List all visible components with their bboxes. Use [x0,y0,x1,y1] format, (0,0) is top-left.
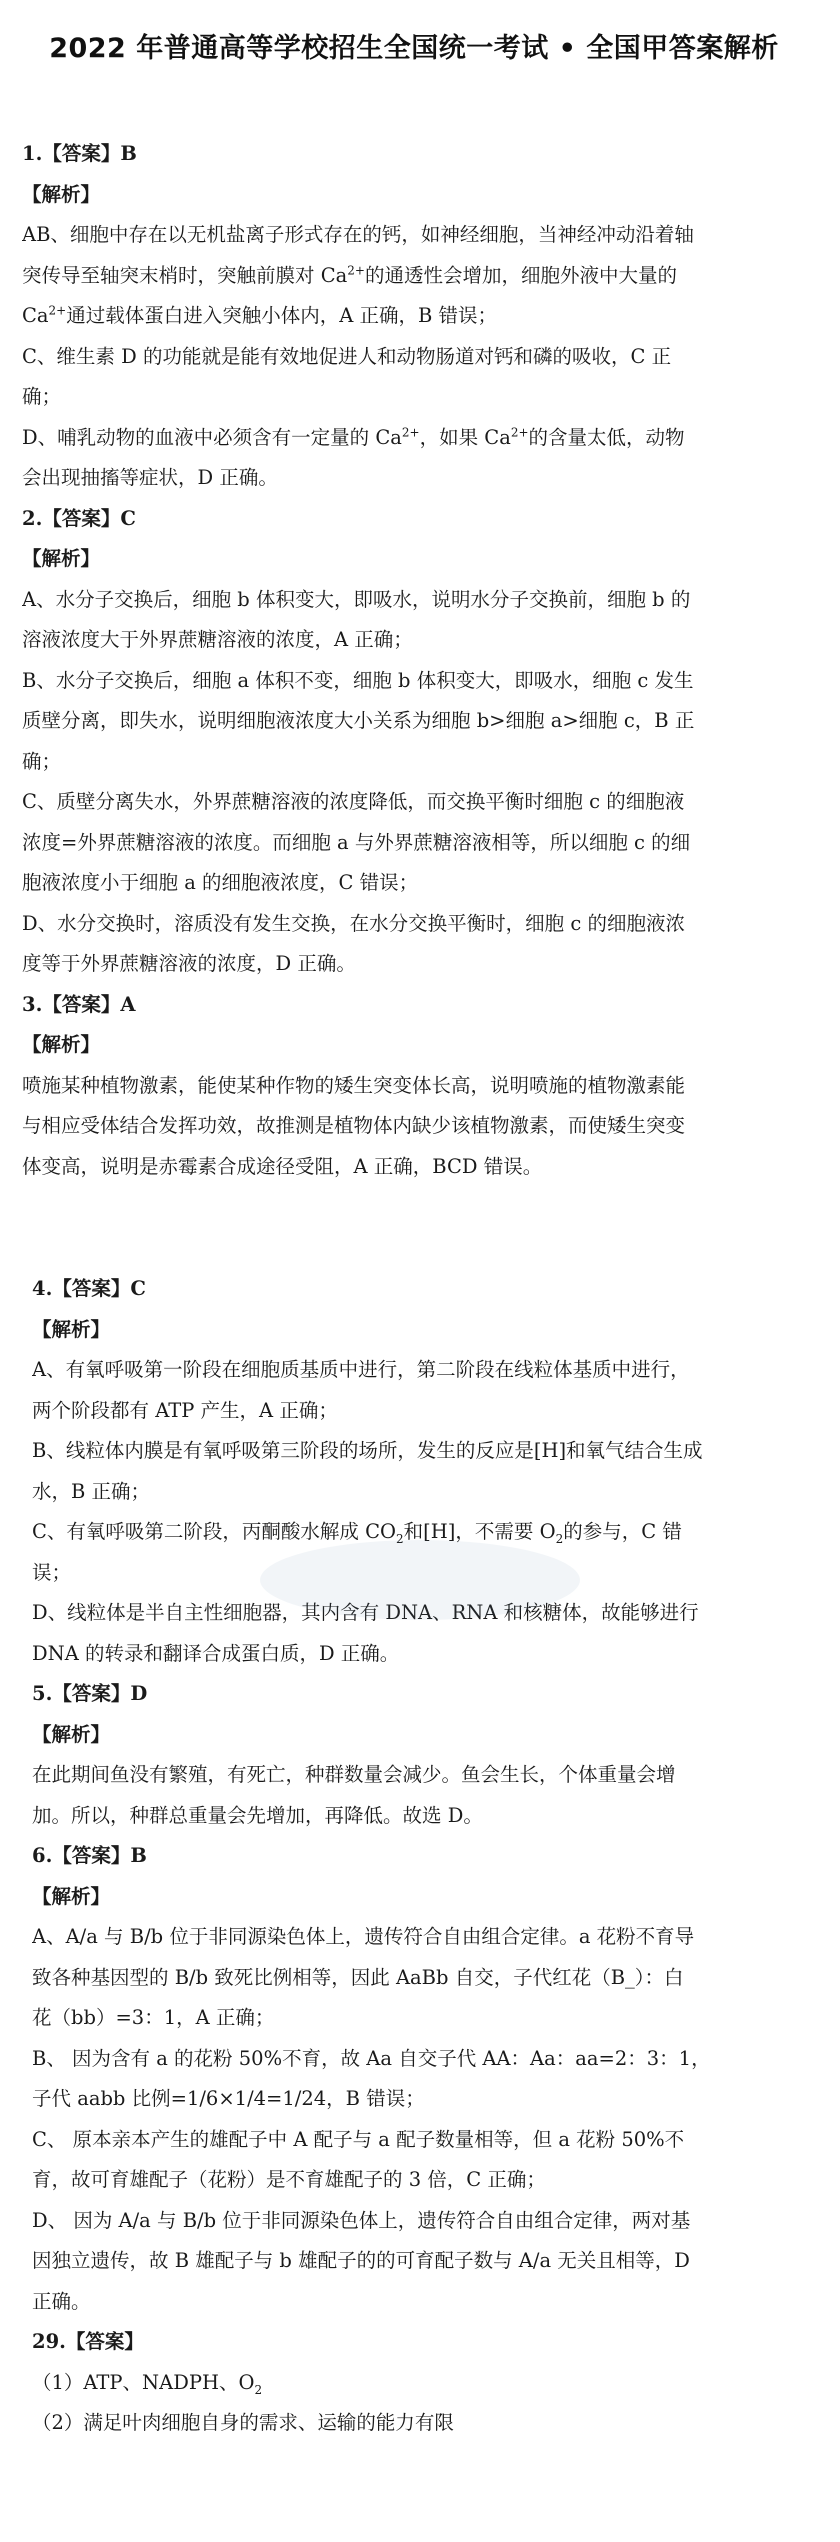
analysis-heading: 【解析】 [22,1033,101,1056]
question-6 [22,1836,806,2322]
analysis-line: C、 原本亲本产生的雄配子中 A 配子与 a 配子数量相等，但 a 花粉 50%不 [32,2127,685,2151]
analysis-heading: 【解析】 [22,547,101,570]
analysis-line: 因独立遗传，故 B 雄配子与 b 雄配子的的可育配子数与 A/a 无关且相等，D [32,2249,690,2272]
analysis-line: 育，故可育雄配子（花粉）是不育雄配子的 3 倍，C 正确； [32,2168,546,2191]
answer-heading: 4.【答案】C [32,1277,146,1300]
analysis-line: B、水分子交换后，细胞 a 体积不变，细胞 b 体积变大，即吸水，细胞 c 发生 [22,668,694,692]
analysis-line: C、有氧呼吸第二阶段，丙酮酸水解成 $CO_2$和[H]，不需要 $O_2$的参与，C 错 [32,1520,682,1546]
answer-line: （1）ATP、NADPH、$O_2$ [32,2370,263,2397]
question-1 [22,134,806,499]
analysis-line: 子代 aabb 比例=1/6×1/4=1/24，B 错误； [32,2087,425,2110]
analysis-line: 溶液浓度大于外界蔗糖溶液的浓度，A 正确； [22,628,413,651]
analysis-line: D、线粒体是半自主性细胞器，其内含有 DNA、RNA 和核糖体，故能够进行 [32,1601,699,1624]
analysis-heading: 【解析】 [32,1884,111,1908]
analysis-line: 水，B 正确； [32,1479,151,1503]
analysis-line: B、线粒体内膜是有氧呼吸第三阶段的场所，发生的反应是[H]和氧气结合生成 [32,1439,703,1462]
page-title: 2022 年普通高等学校招生全国统一考试 • 全国甲答案解析 [49,33,779,64]
answer-heading: 1.【答案】B [22,142,137,165]
question-5 [22,1674,806,1836]
question-4 [22,1269,806,1674]
analysis-line: 致各种基因型的 B/b 致死比例相等，因此 AaBb 自交，子代红花（B_）：白 [32,1965,684,1989]
question-29 [22,2322,806,2444]
analysis-line: 与相应受体结合发挥功效，故推测是植物体内缺少该植物激素，而使矮生突变 [22,1114,686,1137]
answer-heading: 3.【答案】A [22,992,136,1016]
analysis-line: B、 因为含有 a 的花粉 50%不育，故 Aa 自交子代 AA：Aa：aa=2：3：1， [32,2046,711,2070]
analysis-line: A、A/a 与 B/b 位于非同源染色体上，遗传符合自由组合定律。a 花粉不育导 [32,1925,695,1948]
analysis-line: 体变高，说明是赤霉素合成途径受阻，A 正确，BCD 错误。 [22,1154,543,1178]
analysis-line: 突传导至轴突末梢时，突触前膜对 $Ca^{2+}$的通透性会增加，细胞外液中大量的 [22,263,677,287]
analysis-line: 度等于外界蔗糖溶液的浓度，D 正确。 [22,952,356,975]
analysis-heading: 【解析】 [32,1317,111,1341]
analysis-heading: 【解析】 [22,182,101,206]
answer-heading: 2.【答案】C [22,506,136,530]
analysis-line: DNA 的转录和翻译合成蛋白质，D 正确。 [32,1641,400,1665]
answer-heading: 5.【答案】D [32,1682,148,1705]
analysis-line: 确； [22,385,62,408]
analysis-line: D、水分交换时，溶质没有发生交换，在水分交换平衡时，细胞 c 的细胞液浓 [22,911,685,935]
analysis-line: 胞液浓度小于细胞 a 的细胞液浓度，C 错误； [22,871,419,894]
analysis-line: C、质壁分离失水，外界蔗糖溶液的浓度降低，而交换平衡时细胞 c 的细胞液 [22,790,685,813]
analysis-line: D、 因为 A/a 与 B/b 位于非同源染色体上，遗传符合自由组合定律，两对基 [32,2208,691,2232]
analysis-line: 花（bb）=3：1，A 正确； [32,2006,275,2029]
analysis-line: 正确。 [32,2289,91,2313]
analysis-line: D、哺乳动物的血液中必须含有一定量的 $Ca^{2+}$，如果 $Ca^{2+}$的含量太低，动物 [22,425,685,449]
analysis-line: 两个阶段都有 ATP 产生，A 正确； [32,1398,338,1422]
analysis-line: 会出现抽搐等症状，D 正确。 [22,466,278,489]
analysis-heading: 【解析】 [32,1722,111,1746]
analysis-line: C、维生素 D 的功能就是能有效地促进人和动物肠道对钙和磷的吸收，C 正 [22,344,672,368]
analysis-line: 误； [32,1560,72,1584]
analysis-line: 确； [22,749,62,773]
analysis-line: A、有氧呼吸第一阶段在细胞质基质中进行，第二阶段在线粒体基质中进行， [32,1358,690,1381]
analysis-line: 喷施某种植物激素，能使某种作物的矮生突变体长高，说明喷施的植物激素能 [22,1073,686,1097]
analysis-line: 浓度=外界蔗糖溶液的浓度。而细胞 a 与外界蔗糖溶液相等，所以细胞 c 的细 [22,830,691,854]
analysis-line: AB、细胞中存在以无机盐离子形式存在的钙，如神经细胞，当神经冲动沿着轴 [22,223,694,246]
question-3 [22,985,806,1188]
answer-line: （2）满足叶肉细胞自身的需求、运输的能力有限 [32,2411,454,2434]
analysis-line: 在此期间鱼没有繁殖，有死亡，种群数量会减少。鱼会生长，个体重量会增 [32,1763,676,1786]
analysis-line: $Ca^{2+}$通过载体蛋白进入突触小体内，A 正确，B 错误； [22,303,498,327]
answer-heading: 6.【答案】B [32,1844,147,1867]
analysis-line: A、水分子交换后，细胞 b 体积变大，即吸水，说明水分子交换前，细胞 b 的 [22,587,691,611]
answer-heading: 29.【答案】 [32,2330,144,2353]
analysis-line: 加。所以，种群总重量会先增加，再降低。故选 D。 [32,1803,483,1827]
analysis-line: 质壁分离，即失水，说明细胞液浓度大小关系为细胞 b>细胞 a>细胞 c，B 正 [22,709,695,732]
question-2 [22,499,806,985]
